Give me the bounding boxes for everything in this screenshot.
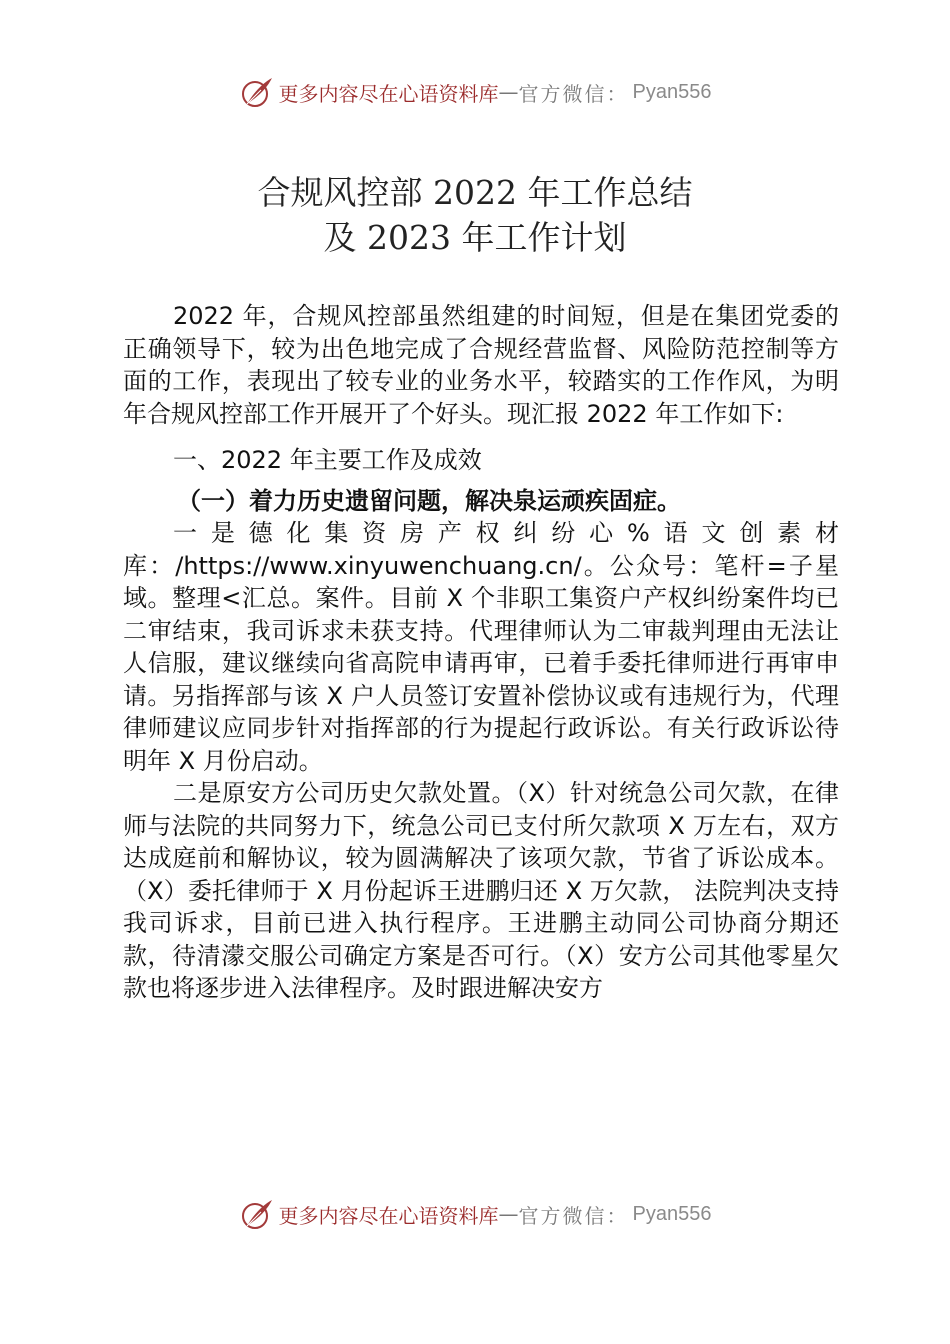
feather-logo-icon bbox=[239, 1196, 275, 1232]
title-line-1: 合规风控部 2022 年工作总结 bbox=[257, 173, 693, 212]
watermark-label: 官方微信： bbox=[518, 81, 629, 106]
paragraph-1: 一是德化集资房产权纠纷心%语文创素材库：/https://www.xinyuwenchuang.cn/。公众号：笔杆=子星域。整理<汇总。案件。目前 X 个非职工集资户产权纠纷案件均已二审结束，我司诉求未获支持。代理律师认为二审裁判理由无法让人信服，建议继续向省高院申请再审，已着手委托律师进行再审申请。另指挥部与该 X 户人员签订安置补偿协议或有违规行为，代理律师建议应同步针对指挥部的行为提起行政诉讼。有关行政诉讼待明年 X 月份启动。 bbox=[123, 519, 839, 775]
subsection-heading-1: （一）着力历史遗留问题，解决泉运顽疾固症。 bbox=[177, 486, 681, 515]
watermark-wechat-id: Pyan556 bbox=[632, 80, 712, 103]
paragraph-2: 二是原安方公司历史欠款处置。（X）针对统急公司欠款，在律师与法院的共同努力下，统急公司已支付所欠款项 X 万左右，双方达成庭前和解协议，较为圆满解决了该项欠款，节省了诉讼成本。（X）委托律师于 X 月份起诉王进鹏归还 X 万欠款， 法院判决支持我司诉求，目前已进入执行程序。王进鹏主动同公司协商分期还款，待清濛交服公司确定方案是否可行。（X）安方公司其他零星欠款也将逐步进入法律程序。及时跟进解决安方 bbox=[123, 779, 839, 1002]
watermark-wechat-id: Pyan556 bbox=[632, 1202, 712, 1225]
watermark-dash: — bbox=[498, 1202, 519, 1226]
watermark-site-text: 更多内容尽在心语资料库 bbox=[278, 81, 499, 106]
feather-logo-icon bbox=[239, 74, 275, 110]
section-heading-1: 一、2022 年主要工作及成效 bbox=[173, 446, 482, 474]
document-body bbox=[123, 300, 839, 1005]
watermark-label: 官方微信： bbox=[518, 1203, 629, 1228]
title-line-2: 及 2023 年工作计划 bbox=[323, 218, 627, 257]
watermark-site-text: 更多内容尽在心语资料库 bbox=[278, 1203, 499, 1228]
header-watermark bbox=[0, 72, 950, 112]
document-title bbox=[0, 170, 950, 260]
watermark-dash: — bbox=[498, 80, 519, 104]
intro-paragraph: 2022 年，合规风控部虽然组建的时间短，但是在集团党委的正确领导下，较为出色地完成了合规经营监督、风险防范控制等方面的工作，表现出了较专业的业务水平，较踏实的工作作风，为明年合规风控部工作开展开了个好头。现汇报 2022 年工作如下: bbox=[123, 302, 839, 428]
footer-watermark bbox=[0, 1194, 950, 1234]
